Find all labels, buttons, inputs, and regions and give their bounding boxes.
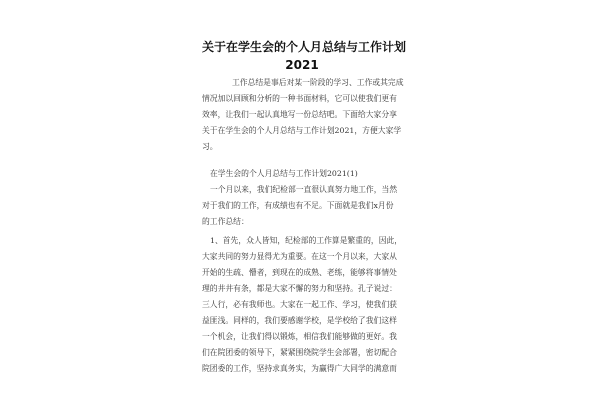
intro-line: 关于在学生会的个人月总结与工作计划2021，方便大家学 xyxy=(202,126,402,135)
body-line: 开始的生疏、懵者，到现在的成熟、老练，能够将事情处 xyxy=(202,268,397,277)
body-line: 们在院团委的领导下，紧紧围绕院学生会部署，密切配合 xyxy=(202,348,397,357)
intro-line: 习。 xyxy=(202,142,218,151)
body-line: 院团委的工作，坚持求真务实，为赢得广大同学的满意而 xyxy=(202,364,397,373)
body-line: 三人行，必有我师也。大家在一起工作、学习，使我们获 xyxy=(202,300,397,309)
document-year: 2021 xyxy=(285,58,319,72)
body-line: 的工作总结： xyxy=(202,217,249,226)
body-line: 理的井井有条，都是大家不懈的努力和坚持。孔子说过： xyxy=(202,284,397,293)
body-line: 1、首先，众人皆知，纪检部的工作算是繁重的，因此， xyxy=(210,236,403,245)
intro-line: 情况加以回顾和分析的一种书面材料，它可以使我们更有 xyxy=(202,94,397,103)
intro-line: 效率，让我们一起认真地写一份总结吧。下面给大家分享 xyxy=(202,110,397,119)
body-line: 对于我们的工作，有成绩也有不足。下面就是我们x月份 xyxy=(202,201,394,210)
body-line: 大家共同的努力显得尤为重要。在这一个月以来，大家从 xyxy=(202,252,397,261)
body-line: 益匪浅。同样的，我们要感谢学校，是学校给了我们这样 xyxy=(202,316,397,325)
body-line: 一个机会，让我们得以锻炼，相信我们能够做的更好。我 xyxy=(202,332,397,341)
intro-line: 工作总结是事后对某一阶段的学习、工作或其完成 xyxy=(232,78,404,87)
body-line: 一个月以来，我们纪检部一直很认真努力地工作，当然 xyxy=(210,185,398,194)
section-heading: 在学生会的个人月总结与工作计划2021(1) xyxy=(210,169,358,178)
document-title: 关于在学生会的个人月总结与工作计划 xyxy=(202,40,407,54)
